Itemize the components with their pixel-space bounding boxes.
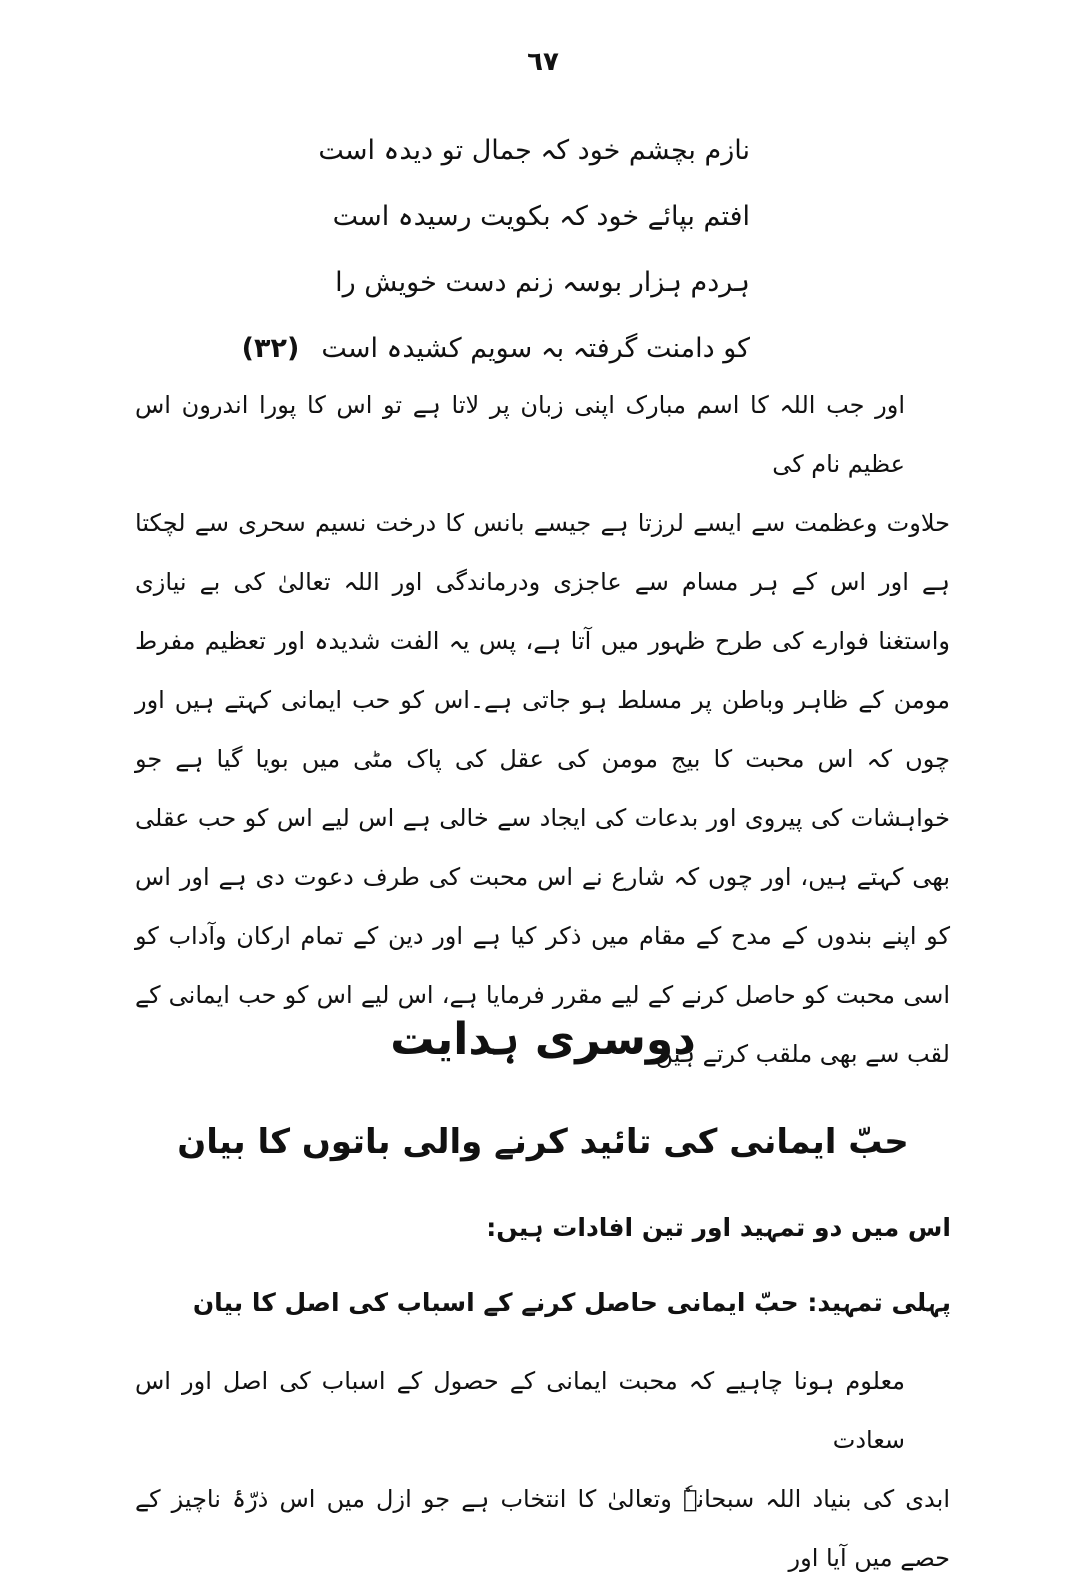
paragraph-first-preface (135, 1352, 950, 1588)
verse-line: ہردم ہزار بوسہ زنم دست خویش را (335, 267, 750, 298)
paragraph-body: ابدی کی بنیاد اللہ سبحانہٗ وتعالیٰ کا انتخاب ہے جو ازل میں اس ذرّۂ ناچیز کے حصے میں آیا اور (135, 1485, 950, 1572)
verse-line: نازم بچشم خود کہ جمال تو دیدہ است (318, 135, 750, 166)
section-intro: اس میں دو تمہید اور تین افادات ہیں: (486, 1213, 951, 1242)
paragraph-body: حلاوت وعظمت سے ایسے لرزتا ہے جیسے بانس کا درخت نسیم سحری سے لچکتا ہے اور اس کے ہر مسام سے عاجزی ودرماندگی اور اللہ تعالیٰ کی بے نیازی واستغنا فوارے کی طرح ظہور میں آتا ہے، پس یہ الفت شدیدہ اور تعظیم مفرط مومن کے ظاہر وباطن پر مسلط ہو جاتی ہے۔اس کو حب ایمانی کہتے ہیں اور چوں کہ اس محبت کا بیج مومن کی عقل کی پاک مٹی میں بویا گیا ہے جو خواہشات کی پیروی اور بدعات کی ایجاد سے خالی ہے اس لیے اس کو حب عقلی بھی کہتے ہیں، اور چوں کہ شارع نے اس محبت کی طرف دعوت دی ہے اور اس کو اپنے بندوں کے مدح کے مقام میں ذکر کیا ہے اور دین کے تمام ارکان وآداب کو اسی محبت کو حاصل کرنے کے لیے مقرر فرمایا ہے، اس لیے اس کو حب ایمانی کے لقب سے بھی ملقب کرتے ہیں۔ (135, 509, 950, 1068)
verse-line: افتم بپائے خود کہ بکویت رسیدہ است (332, 201, 750, 232)
verse-line (241, 316, 750, 382)
paragraph-first-line: اور جب اللہ کا اسم مبارک اپنی زبان پر لاتا ہے تو اس کا پورا اندرون اس عظیم نام کی (135, 391, 905, 478)
page-number: ٦٧ (527, 47, 559, 77)
section-heading: دوسری ہدایت (390, 1014, 696, 1065)
persian-verse (241, 118, 750, 382)
paragraph-hubb-imani (135, 376, 950, 1084)
verse-reference-number: (۳۲) (241, 333, 300, 364)
paragraph-first-line: معلوم ہونا چاہیے کہ محبت ایمانی کے حصول کے اسباب کی اصل اور اس سعادت (135, 1367, 905, 1454)
first-preface-heading: پہلی تمہید: حبّ ایمانی حاصل کرنے کے اسباب کی اصل کا بیان (192, 1288, 951, 1317)
section-subheading: حبّ ایمانی کی تائید کرنے والی باتوں کا بیان (177, 1122, 909, 1162)
verse-line-text: کو دامنت گرفتہ بہ سویم کشیدہ است (321, 333, 750, 364)
